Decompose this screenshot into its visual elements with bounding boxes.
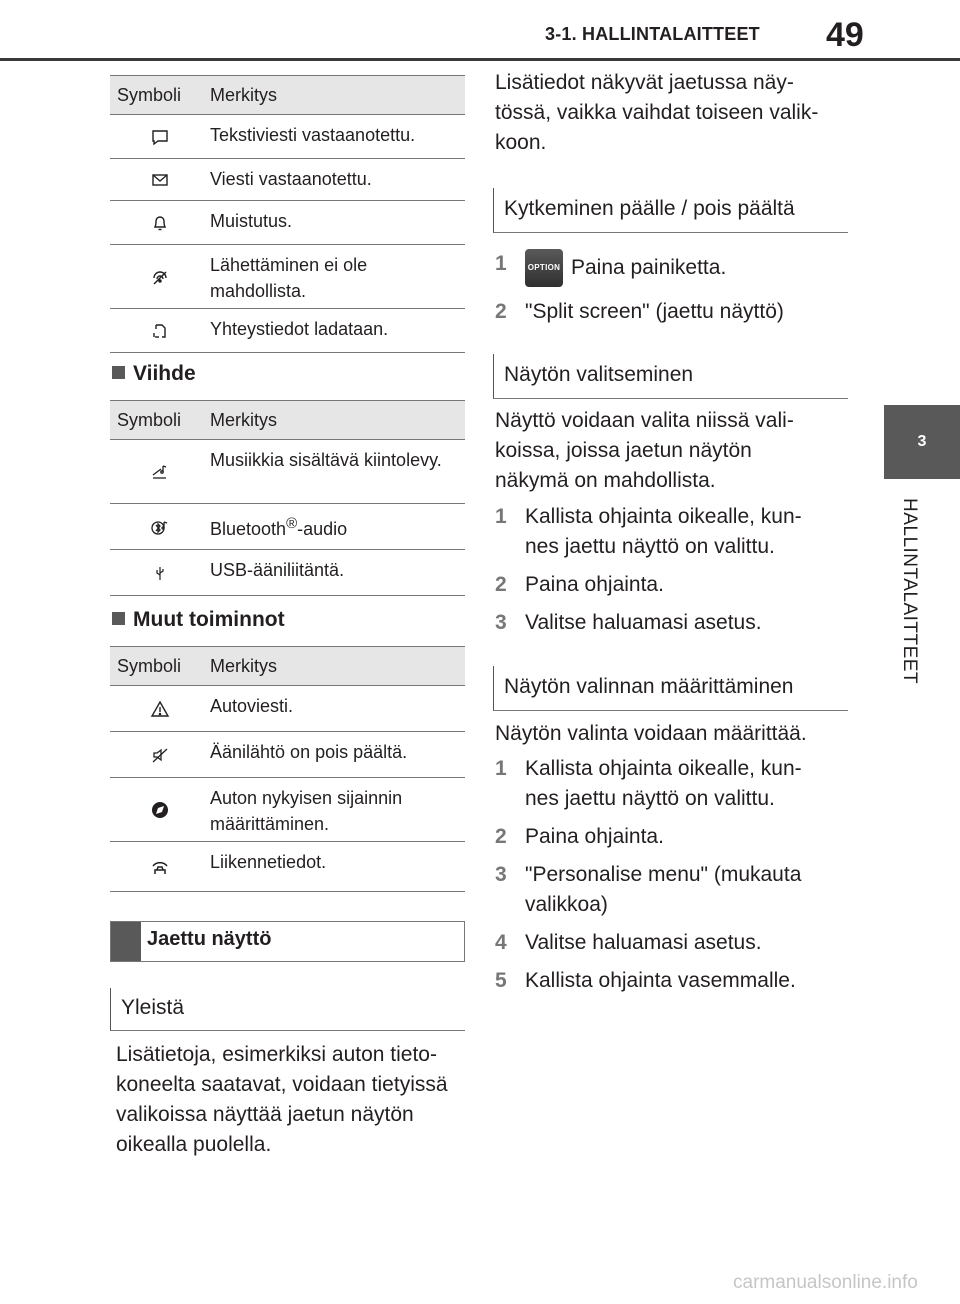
table-header (110, 646, 465, 686)
paragraph-general (116, 1040, 476, 1160)
paragraph-line: koon. (495, 131, 547, 154)
step-text: Paina ohjainta. (525, 573, 664, 596)
step-item (495, 249, 726, 287)
steps-valitseminen (495, 502, 855, 638)
section-heading-viihde (112, 362, 196, 386)
registered-mark: ® (286, 515, 298, 532)
section-heading-text: Muut toiminnot (133, 608, 285, 631)
table-row (110, 201, 465, 245)
header-symbol: Symboli (117, 84, 182, 105)
step-text (525, 754, 802, 814)
row-text: Tekstiviesti vastaanotettu. (210, 125, 416, 145)
envelope-icon (149, 169, 171, 191)
bluetooth-text: Bluetooth (210, 519, 287, 539)
step-number: 2 (495, 300, 507, 323)
location-arrow-icon (149, 799, 171, 821)
header-symbol: Symboli (117, 409, 182, 430)
audio-text: -audio (297, 519, 348, 539)
table-row (110, 550, 465, 596)
step-text (525, 860, 801, 920)
table-row (110, 440, 465, 504)
header-meaning: Merkitys (210, 409, 277, 430)
section-heading-text: Viihde (133, 362, 196, 385)
step-item (495, 928, 855, 958)
header-meaning: Merkitys (210, 84, 277, 105)
table-header (110, 75, 465, 115)
row-text: Auton nykyisen sijainnin määrittäminen. (210, 788, 403, 834)
step-line: valikkoa) (525, 893, 608, 916)
header-meaning: Merkitys (210, 655, 277, 676)
step-number: 4 (495, 931, 507, 954)
table-row (110, 842, 465, 892)
chapter-label: HALLINTALAITTEET (899, 498, 920, 685)
row-text: Muistutus. (210, 211, 293, 231)
table-row (110, 309, 465, 353)
contacts-loading-icon (149, 320, 171, 342)
row-text: Liikennetiedot. (210, 852, 327, 872)
table-row (110, 686, 465, 732)
section-box-jaettu (110, 921, 465, 962)
paragraph-maarittaminen: Näytön valinta voidaan määrittää. (495, 722, 807, 745)
chapter-tab: 3 (884, 405, 960, 479)
symbol-table-other (110, 646, 465, 892)
table-row (110, 115, 465, 159)
table-row (110, 778, 465, 842)
paragraph-line: Näyttö voidaan valita niissä vali- (495, 409, 794, 432)
table-header (110, 400, 465, 440)
table-row (110, 245, 465, 309)
subheading-maarittaminen: Näytön valinnan määrittäminen (493, 666, 848, 711)
paragraph-intro (495, 68, 855, 158)
step-number: 1 (495, 757, 507, 780)
step-number: 2 (495, 825, 507, 848)
step-item (495, 754, 855, 814)
warning-triangle-icon (149, 698, 171, 720)
section-title: Jaettu näyttö (147, 928, 272, 950)
symbol-table-messages (110, 75, 465, 353)
step-item (495, 297, 784, 327)
usb-icon (149, 562, 171, 584)
step-item (495, 570, 855, 600)
subheading-valitseminen: Näytön valitseminen (493, 354, 848, 399)
option-button-icon: OPTION (525, 249, 563, 287)
paragraph-line: oikealla puolella. (116, 1133, 272, 1156)
step-text: Kallista ohjainta vasemmalle. (525, 969, 796, 992)
step-text: Paina ohjainta. (525, 825, 664, 848)
step-text: "Split screen" (jaettu näyttö) (525, 300, 784, 323)
steps-maarittaminen (495, 754, 855, 996)
step-line: Kallista ohjainta oikealle, kun- (525, 505, 802, 528)
subheading-yleista: Yleistä (110, 988, 465, 1031)
step-number: 3 (495, 863, 507, 886)
header-symbol: Symboli (117, 655, 182, 676)
step-number: 2 (495, 573, 507, 596)
step-number: 1 (495, 252, 507, 275)
symbol-table-entertainment (110, 400, 465, 596)
paragraph-line: koissa, joissa jaetun näytön (495, 439, 752, 462)
bell-icon (149, 212, 171, 234)
section-heading-muut (112, 608, 285, 632)
step-number: 3 (495, 611, 507, 634)
step-item (495, 860, 855, 920)
row-text: USB-ääniliitäntä. (210, 560, 345, 580)
paragraph-line: tössä, vaikka vaihdat toiseen valik- (495, 101, 819, 124)
row-text: Viesti vastaanotettu. (210, 169, 372, 189)
step-line: Kallista ohjainta oikealle, kun- (525, 757, 802, 780)
row-text: Äänilähtö on pois päältä. (210, 742, 408, 762)
table-row (110, 504, 465, 550)
table-row (110, 159, 465, 201)
row-text: Yhteystiedot ladataan. (210, 319, 389, 339)
speech-bubble-icon (149, 126, 171, 148)
step-number: 1 (495, 505, 507, 528)
page-number: 49 (826, 16, 864, 54)
traffic-info-icon (149, 856, 171, 878)
paragraph-line: Lisätiedot näkyvät jaetussa näy- (495, 71, 794, 94)
step-text: Valitse haluamasi asetus. (525, 611, 762, 634)
paragraph-valitseminen (495, 406, 855, 496)
paragraph-line: valikoissa näyttää jaetun näytön (116, 1103, 414, 1126)
step-line: nes jaettu näyttö on valittu. (525, 787, 775, 810)
paragraph-line: koneelta saatavat, voidaan tietyissä (116, 1073, 448, 1096)
bluetooth-audio-icon (149, 516, 171, 538)
header-rule (0, 58, 960, 61)
row-text (210, 245, 460, 308)
paragraph-line: Lisätietoja, esimerkiksi auton tieto- (116, 1043, 437, 1066)
step-number: 5 (495, 969, 507, 992)
step-item (495, 502, 855, 562)
speaker-muted-icon (149, 744, 171, 766)
table-row (110, 732, 465, 778)
watermark-link[interactable]: carmanualsonline.info (733, 1272, 918, 1293)
row-text (210, 504, 460, 549)
step-item (495, 608, 855, 638)
step-text: Valitse haluamasi asetus. (525, 931, 762, 954)
step-line: "Personalise menu" (mukauta (525, 863, 802, 886)
step-item (495, 966, 855, 996)
row-text: Autoviesti. (210, 696, 294, 716)
step-text: Paina painiketta. (571, 256, 727, 279)
step-text (525, 502, 802, 562)
paragraph-line: näkymä on mahdollista. (495, 469, 716, 492)
row-text-content: Lähettäminen ei ole mahdollista. (210, 255, 368, 301)
step-line: nes jaettu näyttö on valittu. (525, 535, 775, 558)
row-text: Musiikkia sisältävä kiintolevy. (210, 450, 442, 470)
step-item (495, 822, 855, 852)
music-harddisk-icon (149, 461, 171, 483)
section-header: 3-1. HALLINTALAITTEET (545, 24, 760, 44)
no-send-icon (149, 266, 171, 288)
subheading-kytkeminen: Kytkeminen päälle / pois päältä (493, 188, 848, 233)
